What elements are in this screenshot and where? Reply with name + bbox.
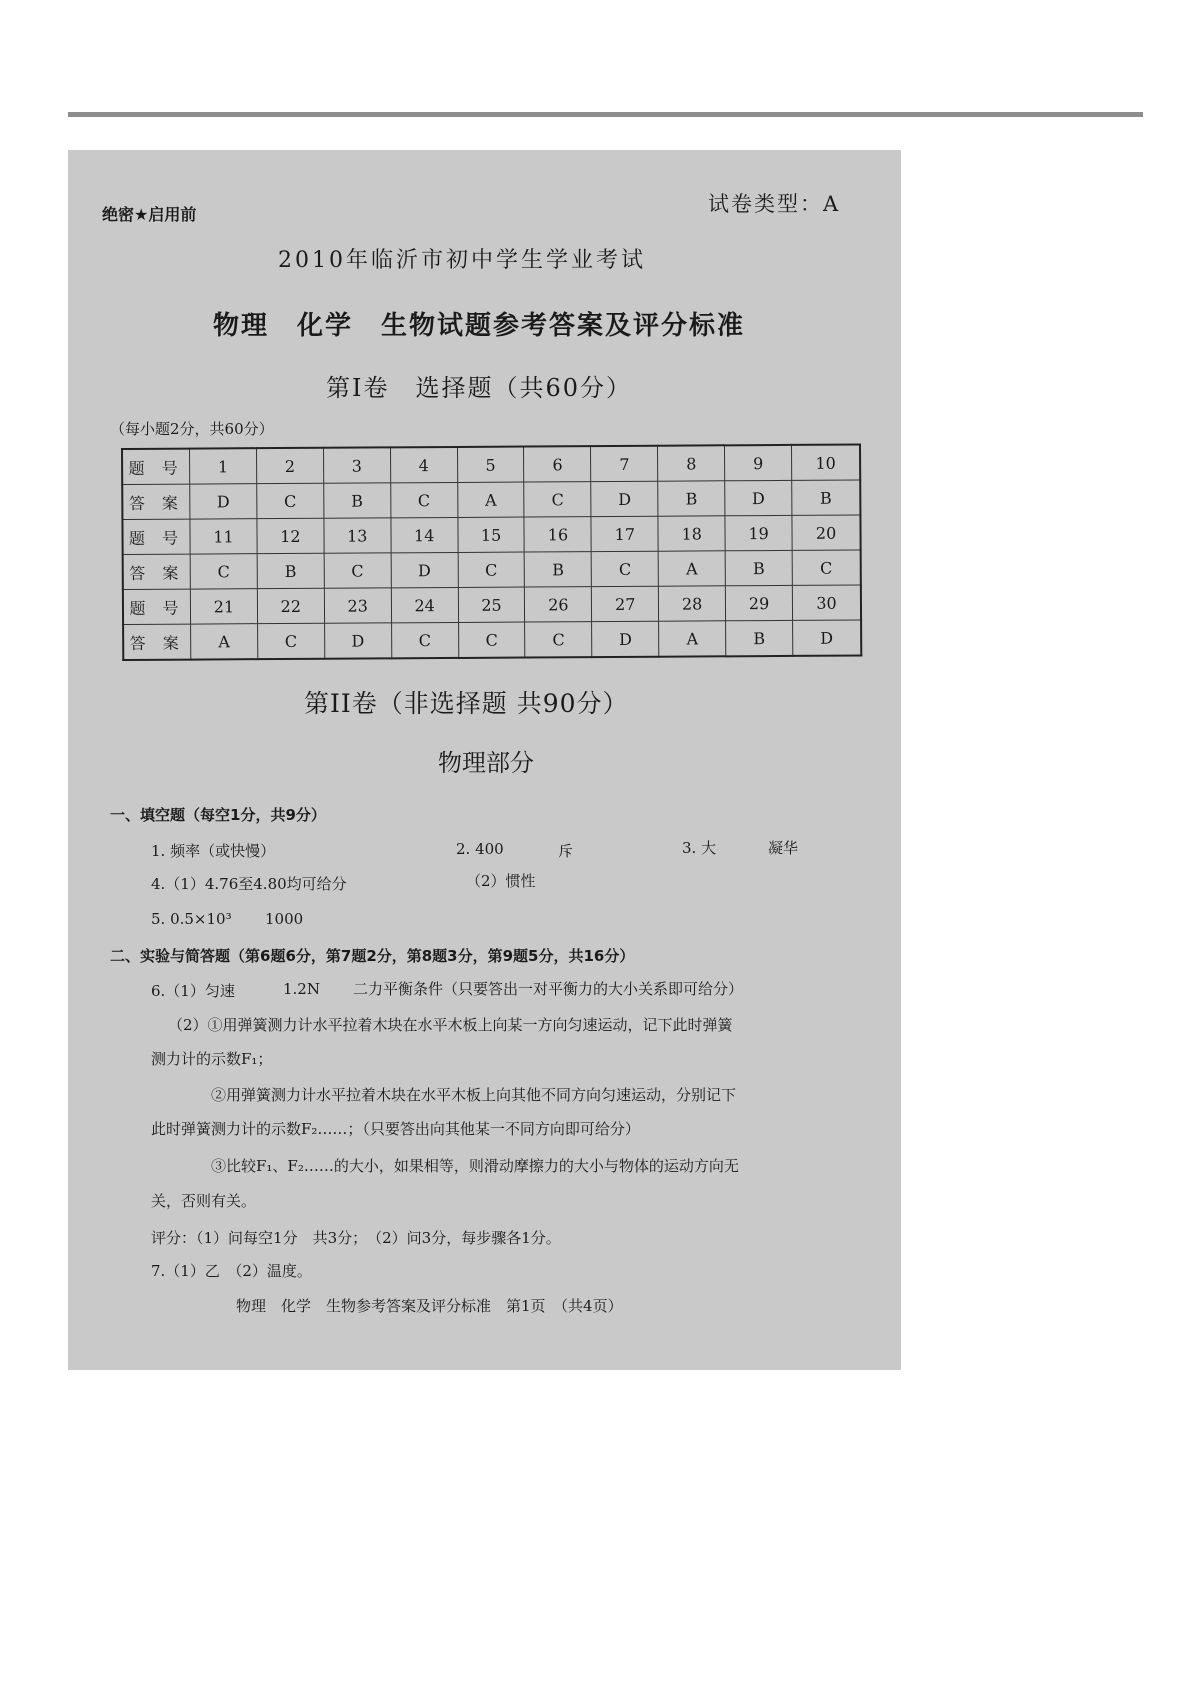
question-number-cell: 7 [591,446,658,482]
answer-cell: B [324,483,391,518]
answer-cell: C [257,623,324,659]
answer-cell: C [591,551,658,586]
question-number-cell: 17 [591,516,658,551]
question-number-cell: 19 [725,515,792,550]
answer-cell: A [659,621,726,657]
answer-q6-part2-line1: （2）①用弹簧测力计水平拉着木块在水平木板上向某一方向匀速运动，记下此时弹簧 [168,1016,733,1034]
question-number-cell: 4 [390,447,457,483]
answer-q4: 4.（1）4.76至4.80均可给分 [151,875,347,893]
question-number-cell: 26 [525,587,592,622]
answer-cell: C [524,482,591,517]
answer-q3: 3. 大 [682,839,717,857]
answer-q5-extra: 1000 [265,910,304,928]
top-divider [68,112,1143,117]
answer-cell: A [191,624,258,660]
question-number-cell: 24 [391,587,458,622]
paper-type-label: 试卷类型：A [708,192,841,216]
answer-cell: C [190,554,257,589]
answer-cell: D [592,621,659,657]
answer-cell: D [591,481,658,516]
question-number-cell: 12 [257,518,324,553]
answer-q6-part2-line2: 测力计的示数F₁； [151,1050,273,1068]
question-number-cell: 1 [190,448,257,484]
answer-q6-step2-line1: ②用弹簧测力计水平拉着木块在水平木板上向其他不同方向匀速运动，分别记下 [211,1086,737,1104]
question-number-cell: 15 [457,517,524,552]
page-footer: 物理 化学 生物参考答案及评分标准 第1页 （共4页） [236,1297,623,1315]
section2-heading: 二、实验与简答题（第6题6分，第7题2分，第8题3分，第9题5分，共16分） [110,947,635,965]
question-number-cell: 16 [524,517,591,552]
question-number-cell: 3 [323,447,390,483]
answer-cell: A [457,482,524,517]
answer-q6-force: 1.2N [283,980,320,998]
question-number-cell: 18 [658,516,725,551]
question-number-row [122,515,860,555]
answer-cell: C [458,622,525,658]
scanned-answer-sheet [68,150,901,1370]
question-number-row [123,585,861,625]
exam-title: 2010年临沂市初中学生学业考试 [278,248,646,273]
row-label: 答 案 [122,484,190,519]
question-number-cell: 9 [725,445,792,481]
answer-q2-extra: 斥 [558,842,574,860]
answer-cell: C [458,552,525,587]
answer-row [122,480,860,520]
answer-cell: C [525,622,592,658]
question-number-cell: 25 [458,587,525,622]
answer-cell: B [658,481,725,516]
answer-q6-step3-line1: ③比较F₁、F₂……的大小，如果相等，则滑动摩擦力的大小与物体的运动方向无 [211,1157,739,1175]
answer-cell: B [792,480,861,515]
answer-cell: D [324,623,391,659]
answer-q7: 7.（1）乙 （2）温度。 [151,1262,312,1280]
subject-title: 物理 化学 生物试题参考答案及评分标准 [213,311,746,341]
answer-cell: C [792,550,861,585]
scoring-note: （每小题2分，共60分） [110,420,274,438]
question-number-cell: 29 [725,585,792,620]
answer-row [123,620,861,660]
question-number-cell: 23 [324,588,391,623]
question-number-cell: 6 [524,446,591,482]
answer-q2: 2. 400 [456,840,504,858]
question-number-cell: 20 [792,515,861,550]
answer-cell: B [726,620,793,656]
row-label: 答 案 [123,554,191,589]
row-label: 答 案 [123,624,191,660]
physics-section-title: 物理部分 [438,749,534,777]
answer-cell: C [391,622,458,658]
answer-q4-part2: （2）惯性 [466,872,536,890]
scoring-rule: 评分：（1）问每空1分 共3分； （2）问3分，每步骤各1分。 [151,1229,561,1247]
question-number-cell: 5 [457,447,524,483]
question-number-cell: 2 [256,448,323,484]
answer-q6-part1: 6.（1）匀速 [151,982,235,1000]
answer-q6-step2-line2: 此时弹簧测力计的示数F₂……；（只要答出向其他某一不同方向即可给分） [151,1120,640,1138]
question-number-cell: 21 [190,589,257,624]
answer-cell: D [190,484,257,519]
section1-heading: 一、填空题（每空1分，共9分） [110,806,326,824]
answer-cell: B [525,552,592,587]
question-number-cell: 8 [658,445,725,481]
row-label: 题 号 [122,519,190,554]
answer-q6-condition: 二力平衡条件（只要答出一对平衡力的大小关系即可给分） [353,980,744,998]
row-label: 题 号 [122,449,190,485]
answer-cell: D [793,620,862,656]
answer-q6-step3-line2: 关，否则有关。 [151,1192,257,1210]
question-number-cell: 30 [792,585,861,620]
answer-cell: D [725,480,792,515]
answer-cell: C [324,553,391,588]
answer-cell: D [391,552,458,587]
volume1-title: 第Ⅰ卷 选择题（共60分） [326,374,633,402]
question-number-cell: 13 [324,518,391,553]
answer-cell: A [658,551,725,586]
answer-q1: 1. 频率（或快慢） [151,842,276,860]
question-number-row [122,444,860,484]
secret-label: 绝密★启用前 [102,205,197,224]
question-number-cell: 10 [792,444,861,480]
question-number-cell: 28 [659,586,726,621]
answer-q3-extra: 凝华 [768,839,799,857]
answer-cell: C [257,483,324,518]
volume2-title: 第II卷（非选择题 共90分） [304,689,629,718]
answer-q5: 5. 0.5×10³ [151,910,232,928]
question-number-cell: 22 [257,588,324,623]
question-number-cell: 27 [592,586,659,621]
answer-cell: B [257,553,324,588]
answer-row [123,550,861,590]
question-number-cell: 11 [190,519,257,554]
answer-table [121,443,862,661]
answer-cell: B [725,550,792,585]
answer-cell: C [390,482,457,517]
question-number-cell: 14 [391,517,458,552]
row-label: 题 号 [123,589,191,624]
